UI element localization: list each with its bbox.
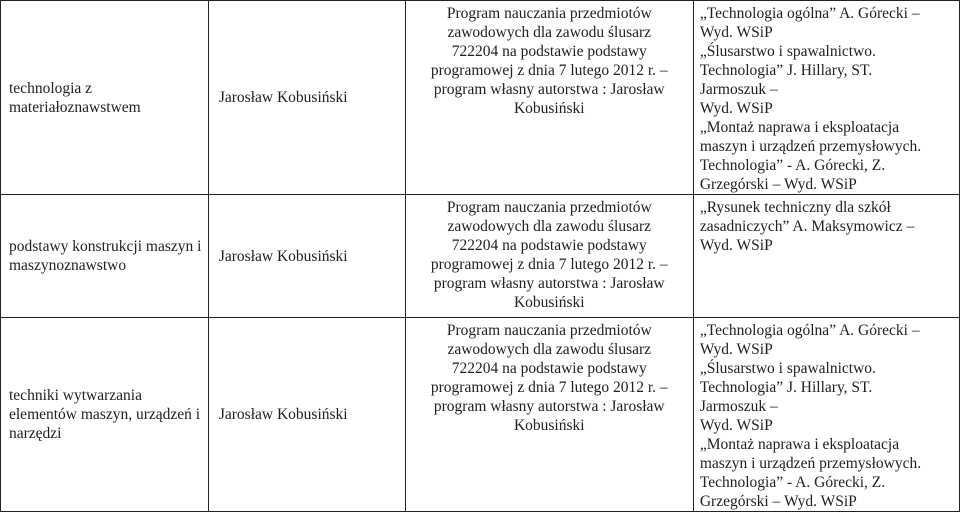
textbook-text-line: Wyd. WSiP (699, 24, 773, 41)
subject-cell: podstawy konstrukcji maszyn i maszynoznawstwo (1, 195, 209, 318)
table-row (1, 195, 960, 318)
program-text-line: program własny autorstwa : Jarosław (433, 275, 665, 292)
textbook-text-line: Wyd. WSiP (699, 417, 773, 434)
table-row (1, 318, 960, 512)
textbook-text-line: „Ślusarstwo i spawalnictwo. (699, 360, 876, 377)
textbook-text-line: Technologia” - A. Górecki, Z. (699, 474, 886, 491)
textbook-text-line: Technologia” J. Hillary, ST. (699, 379, 873, 396)
program-text-line: zawodowych dla zawodu ślusarz (447, 218, 652, 235)
program-text-line: programowej z dnia 7 lutego 2012 r. – (430, 379, 668, 396)
textbook-text-line: Grzegórski – Wyd. WSiP (699, 493, 857, 510)
program-text-line: programowej z dnia 7 lutego 2012 r. – (430, 256, 668, 273)
teacher-cell: Jarosław Kobusiński (208, 318, 405, 512)
program-text-line: Kobusiński (513, 417, 585, 434)
program-text-line: program własny autorstwa : Jarosław (433, 81, 665, 98)
textbook-text-line: Grzegórski – Wyd. WSiP (699, 176, 857, 193)
program-cell (405, 318, 693, 512)
textbook-text-line: „Montaż naprawa i eksploatacja (699, 119, 900, 136)
textbook-text-line: zasadniczych” A. Maksymowicz – (699, 218, 915, 235)
program-cell (405, 1, 693, 195)
textbook-text-line: Jarmoszuk – (699, 398, 778, 415)
program-text-line: zawodowych dla zawodu ślusarz (447, 341, 652, 358)
program-text-line: Program nauczania przedmiotów (446, 5, 652, 22)
program-text-line: Program nauczania przedmiotów (446, 199, 652, 216)
textbook-text-line: „Technologia ogólna” A. Górecki – (699, 322, 920, 339)
textbook-text-line: „Ślusarstwo i spawalnictwo. (699, 43, 876, 60)
program-text-line: 722204 na podstawie podstawy (451, 43, 647, 60)
program-text-line: program własny autorstwa : Jarosław (433, 398, 665, 415)
program-text-line: 722204 na podstawie podstawy (451, 360, 647, 377)
textbook-text-line: „Rysunek techniczny dla szkół (699, 199, 891, 216)
program-text-line: 722204 na podstawie podstawy (451, 237, 647, 254)
textbook-text-line: Technologia” - A. Górecki, Z. (699, 157, 886, 174)
subject-cell: techniki wytwarzania elementów maszyn, urządzeń i narzędzi (1, 318, 209, 512)
textbook-text-line: „Technologia ogólna” A. Górecki – (699, 5, 920, 22)
program-text-line: programowej z dnia 7 lutego 2012 r. – (430, 62, 668, 79)
textbooks-cell (693, 1, 959, 195)
textbooks-cell (693, 318, 959, 512)
textbook-text-line: maszyn i urządzeń przemysłowych. (699, 138, 922, 155)
textbook-text-line: Jarmoszuk – (699, 81, 778, 98)
teacher-cell: Jarosław Kobusiński (208, 195, 405, 318)
textbook-text-line: Wyd. WSiP (699, 100, 773, 117)
program-text-line: zawodowych dla zawodu ślusarz (447, 24, 652, 41)
table-row (1, 1, 960, 195)
program-text-line: Kobusiński (513, 100, 585, 117)
textbooks-cell (693, 195, 959, 318)
textbook-text-line: Technologia” J. Hillary, ST. (699, 62, 873, 79)
subject-cell: technologia z materiałoznawstwem (1, 1, 209, 195)
teacher-cell: Jarosław Kobusiński (208, 1, 405, 195)
program-text-line: Kobusiński (513, 294, 585, 311)
textbook-text-line: maszyn i urządzeń przemysłowych. (699, 455, 922, 472)
textbook-text-line: Wyd. WSiP (699, 237, 773, 254)
program-text-line: Program nauczania przedmiotów (446, 322, 652, 339)
textbook-text-line: „Montaż naprawa i eksploatacja (699, 436, 900, 453)
program-cell (405, 195, 693, 318)
textbook-text-line: Wyd. WSiP (699, 341, 773, 358)
